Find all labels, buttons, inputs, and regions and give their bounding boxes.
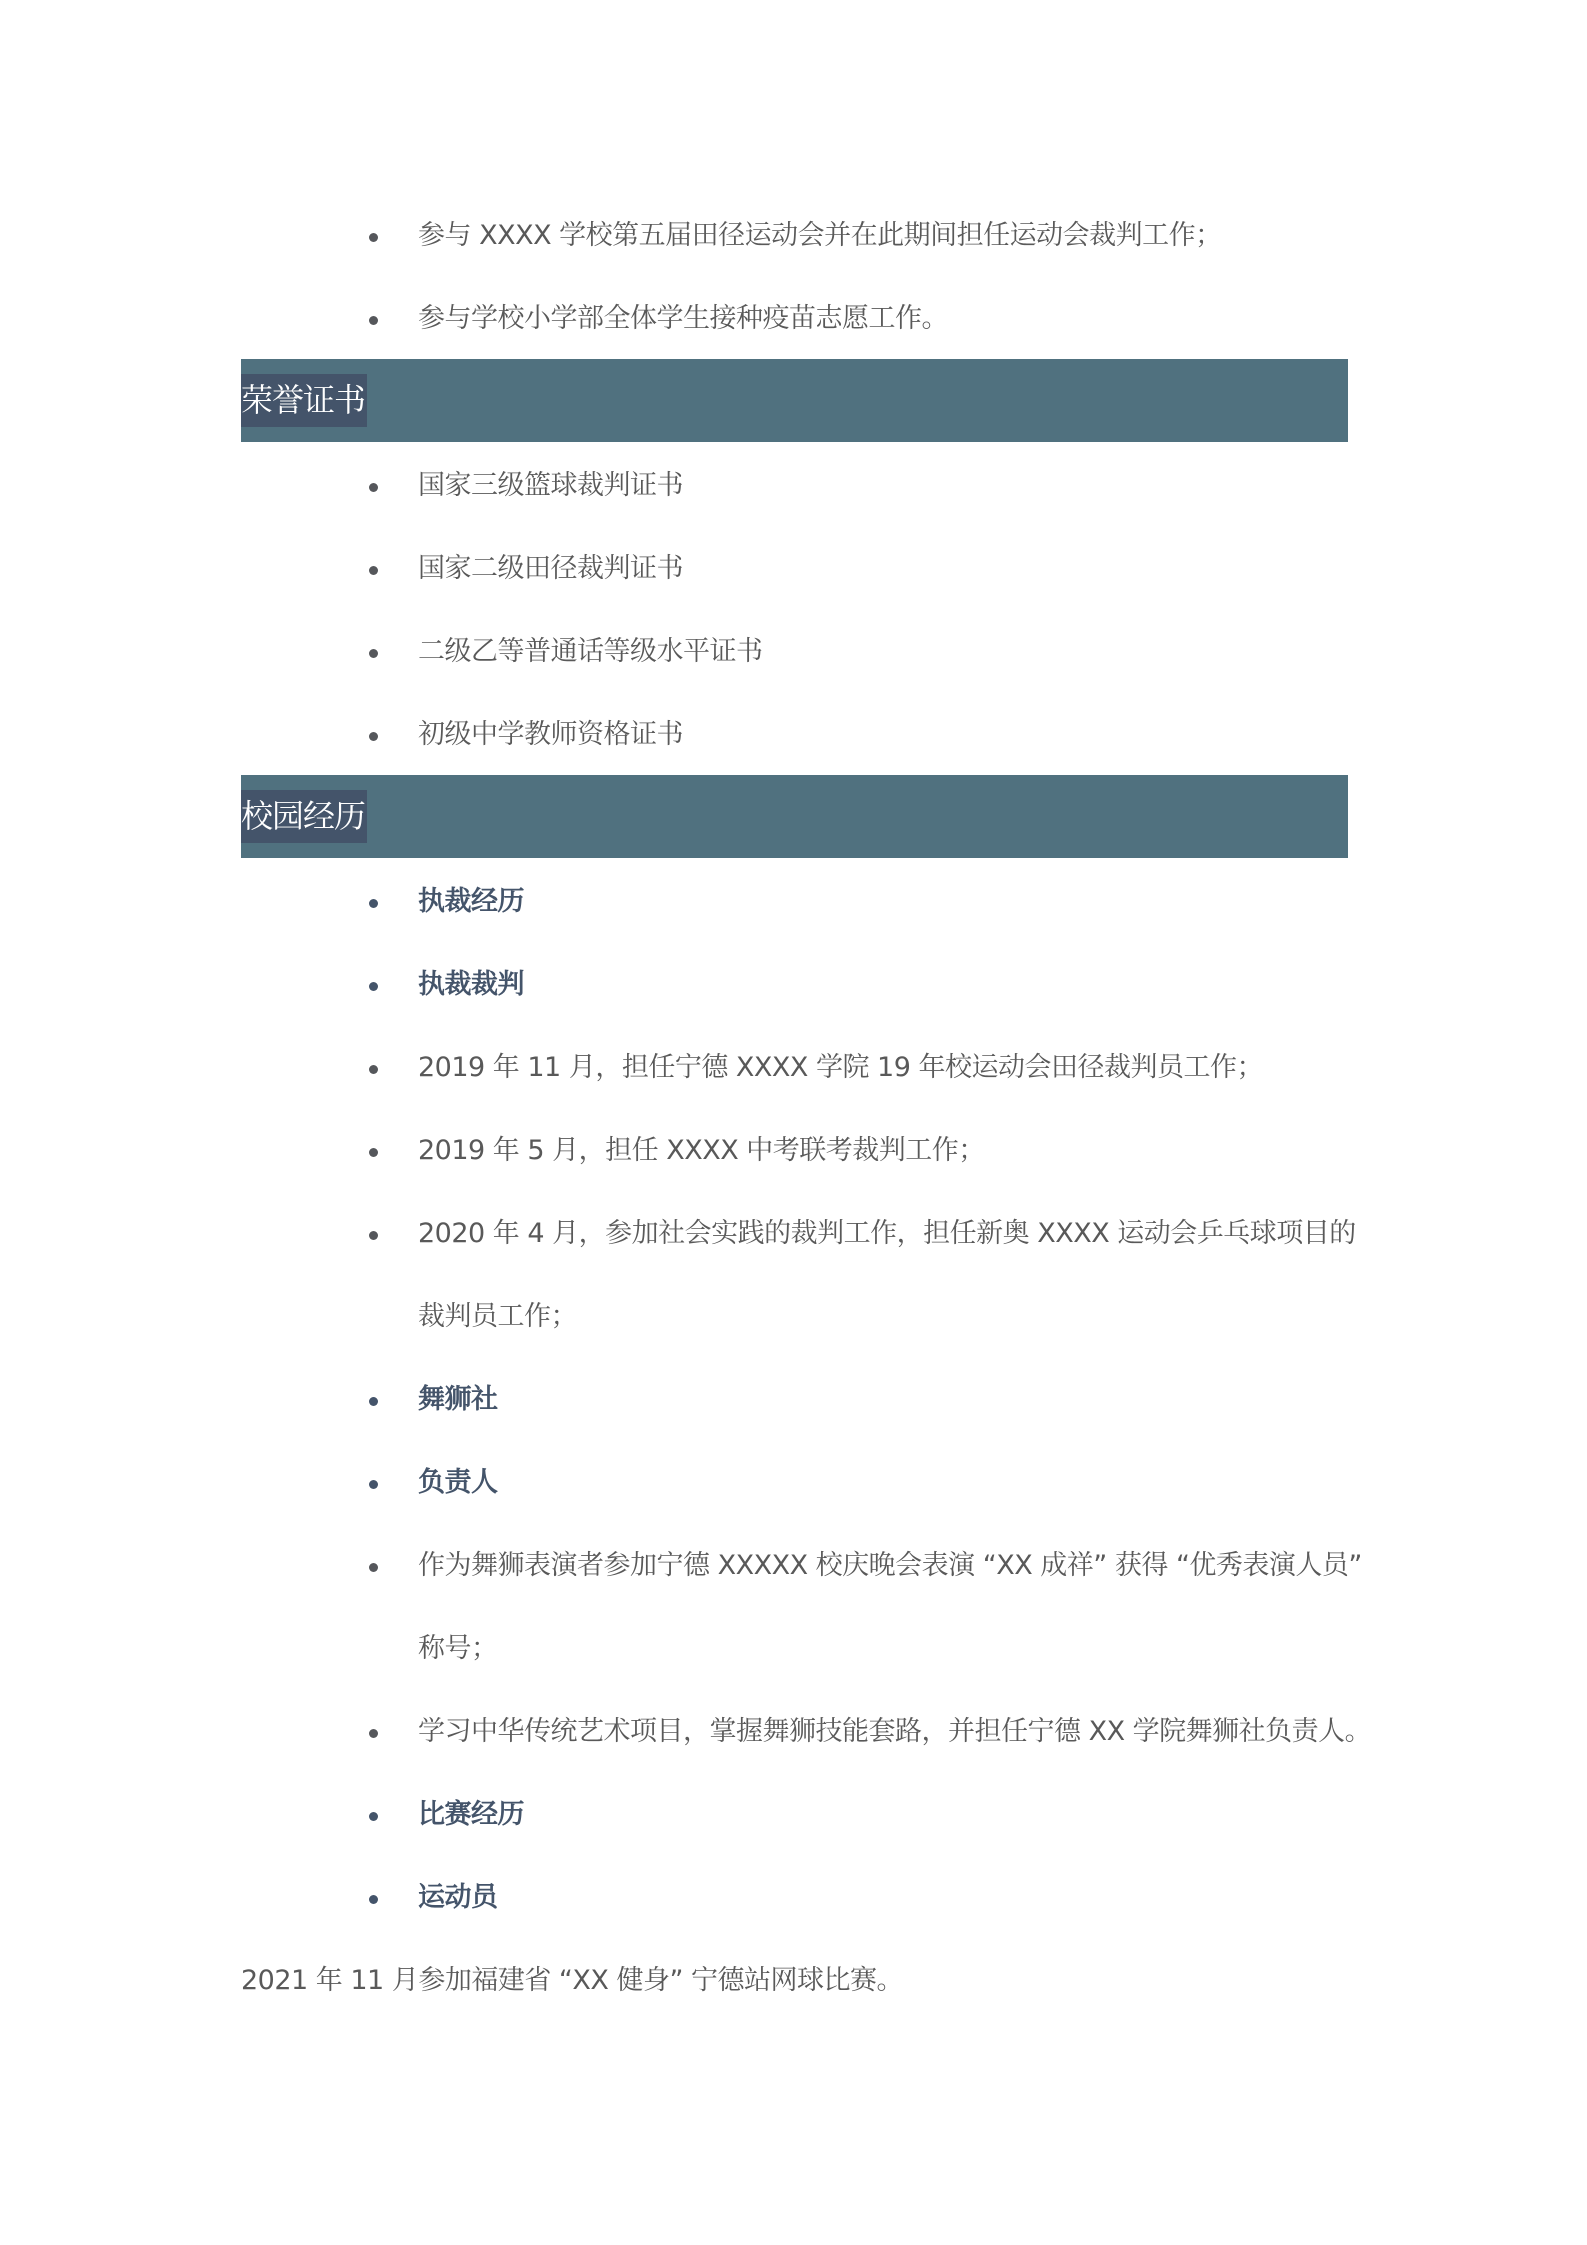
list-item-text: 国家二级田径裁判证书 — [418, 553, 683, 584]
list-item-text: 运动员 — [418, 1882, 498, 1913]
list-item — [0, 464, 1587, 508]
list-item-text: 参与 XXXX 学校第五届田径运动会并在此期间担任运动会裁判工作； — [418, 220, 1222, 251]
list-item-continuation: 裁判员工作； — [418, 1301, 577, 1332]
bullet-icon — [369, 1812, 378, 1821]
list-item-text: 作为舞狮表演者参加宁德 XXXXX 校庆晚会表演 “XX 成祥” 获得 “优秀表演人员” — [418, 1550, 1362, 1581]
list-item-text: 舞狮社 — [418, 1384, 498, 1415]
list-item-text: 执裁经历 — [418, 886, 524, 917]
bullet-icon — [369, 1729, 378, 1738]
bullet-icon — [369, 732, 378, 741]
list-item-text: 二级乙等普通话等级水平证书 — [418, 636, 763, 667]
list-item-subheading — [0, 963, 1587, 1007]
bullet-icon — [369, 483, 378, 492]
bullet-icon — [369, 649, 378, 658]
list-item — [0, 713, 1587, 757]
list-item — [0, 214, 1587, 258]
list-item — [0, 1212, 1587, 1256]
list-item-text: 比赛经历 — [418, 1799, 524, 1830]
bullet-icon — [369, 1065, 378, 1074]
list-item-subheading — [0, 1461, 1587, 1505]
list-item — [0, 1129, 1587, 1173]
list-item-text: 执裁裁判 — [418, 969, 524, 1000]
list-item — [0, 1046, 1587, 1090]
section-title: 校园经历 — [241, 790, 367, 843]
list-item-text: 学习中华传统艺术项目，掌握舞狮技能套路，并担任宁德 XX 学院舞狮社负责人。 — [418, 1716, 1372, 1747]
list-item-text: 初级中学教师资格证书 — [418, 719, 683, 750]
list-item-continuation: 称号； — [418, 1633, 498, 1664]
list-item — [0, 547, 1587, 591]
list-item — [0, 1710, 1587, 1754]
section-header-honors — [241, 359, 1348, 442]
bullet-icon — [369, 316, 378, 325]
bullet-icon — [369, 1148, 378, 1157]
list-item-text: 2019 年 11 月，担任宁德 XXXX 学院 19 年校运动会田径裁判员工作； — [418, 1052, 1263, 1083]
bullet-icon — [369, 899, 378, 908]
bullet-icon — [369, 1231, 378, 1240]
section-header-campus-experience — [241, 775, 1348, 858]
list-item-subheading — [0, 880, 1587, 924]
bullet-icon — [369, 982, 378, 991]
bullet-icon — [369, 1895, 378, 1904]
list-item — [0, 630, 1587, 674]
list-item-subheading — [0, 1378, 1587, 1422]
list-item-text: 参与学校小学部全体学生接种疫苗志愿工作。 — [418, 303, 948, 334]
list-item-text: 国家三级篮球裁判证书 — [418, 470, 683, 501]
bullet-icon — [369, 1563, 378, 1572]
bullet-icon — [369, 233, 378, 242]
bullet-icon — [369, 1480, 378, 1489]
section-title: 荣誉证书 — [241, 374, 367, 427]
list-item-text: 2019 年 5 月，担任 XXXX 中考联考裁判工作； — [418, 1135, 985, 1166]
list-item-text: 2020 年 4 月，参加社会实践的裁判工作，担任新奥 XXXX 运动会乒乓球项目的 — [418, 1218, 1356, 1249]
list-item-subheading — [0, 1793, 1587, 1837]
paragraph: 2021 年 11 月参加福建省 “XX 健身” 宁德站网球比赛。 — [241, 1965, 904, 1996]
bullet-icon — [369, 566, 378, 575]
list-item-subheading — [0, 1876, 1587, 1920]
list-item — [0, 1544, 1587, 1588]
list-item-text: 负责人 — [418, 1467, 498, 1498]
list-item — [0, 297, 1587, 341]
bullet-icon — [369, 1397, 378, 1406]
